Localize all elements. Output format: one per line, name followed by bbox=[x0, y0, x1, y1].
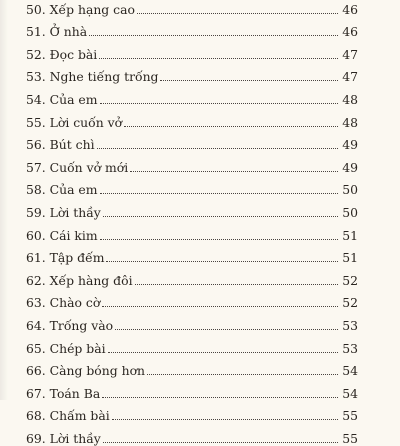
dot-leader bbox=[124, 126, 338, 127]
dot-leader bbox=[97, 148, 338, 149]
toc-entry-page-number: 55 bbox=[342, 430, 358, 446]
toc-entry-page-number: 49 bbox=[342, 159, 358, 175]
toc-entry-page-number: 49 bbox=[342, 137, 358, 153]
page-edge-shadow bbox=[0, 0, 8, 400]
table-of-contents bbox=[26, 0, 358, 446]
toc-entry bbox=[26, 356, 358, 379]
dot-leader bbox=[147, 374, 338, 375]
toc-entry bbox=[26, 0, 358, 17]
toc-entry-page-number: 50 bbox=[342, 182, 358, 198]
toc-entry-title: 58. Của em bbox=[26, 182, 98, 198]
toc-entry-page-number: 52 bbox=[342, 272, 358, 288]
toc-entry-title: 61. Tập đếm bbox=[26, 250, 105, 266]
toc-entry-title: 68. Chấm bài bbox=[26, 408, 110, 424]
toc-entry-title: 52. Đọc bài bbox=[26, 46, 98, 62]
toc-entry-page-number: 55 bbox=[342, 408, 358, 424]
toc-entry-title: 56. Bút chì bbox=[26, 137, 95, 153]
toc-entry-title: 51. Ở nhà bbox=[26, 24, 88, 40]
toc-entry-page-number: 48 bbox=[342, 91, 358, 107]
toc-entry-title: 55. Lời cuốn vở bbox=[26, 114, 123, 130]
dot-leader bbox=[106, 261, 338, 262]
toc-entry-title: 64. Trống vào bbox=[26, 317, 114, 333]
toc-entry bbox=[26, 378, 358, 401]
toc-entry-page-number: 48 bbox=[342, 114, 358, 130]
dot-leader bbox=[102, 397, 338, 398]
toc-entry bbox=[26, 39, 358, 62]
toc-entry bbox=[26, 310, 358, 333]
toc-entry-title: 54. Của em bbox=[26, 91, 98, 107]
toc-entry-page-number: 46 bbox=[342, 24, 358, 40]
toc-entry bbox=[26, 288, 358, 311]
dot-leader bbox=[89, 35, 338, 36]
toc-entry bbox=[26, 175, 358, 198]
dot-leader bbox=[99, 58, 338, 59]
toc-entry-title: 60. Cái kim bbox=[26, 227, 98, 243]
toc-entry-title: 50. Xếp hạng cao bbox=[26, 1, 135, 17]
toc-entry-title: 57. Cuốn vở mới bbox=[26, 159, 129, 175]
toc-entry-title: 65. Chép bài bbox=[26, 340, 106, 356]
toc-entry bbox=[26, 107, 358, 130]
toc-entry bbox=[26, 197, 358, 220]
dot-leader bbox=[103, 216, 338, 217]
toc-entry-page-number: 53 bbox=[342, 340, 358, 356]
toc-entry bbox=[26, 17, 358, 40]
toc-entry bbox=[26, 333, 358, 356]
dot-leader bbox=[137, 13, 338, 14]
toc-entry-title: 63. Chào cờ bbox=[26, 295, 101, 311]
toc-entry-title: 66. Càng bóng hơn bbox=[26, 363, 146, 379]
dot-leader bbox=[102, 306, 338, 307]
toc-entry bbox=[26, 130, 358, 153]
toc-entry-title: 62. Xếp hàng đôi bbox=[26, 272, 133, 288]
toc-entry bbox=[26, 84, 358, 107]
dot-leader bbox=[108, 352, 338, 353]
toc-entry-page-number: 54 bbox=[342, 363, 358, 379]
toc-entry bbox=[26, 220, 358, 243]
toc-entry-page-number: 50 bbox=[342, 204, 358, 220]
toc-entry-page-number: 54 bbox=[342, 385, 358, 401]
toc-entry-title: 53. Nghe tiếng trống bbox=[26, 69, 159, 85]
dot-leader bbox=[103, 442, 338, 443]
dot-leader bbox=[112, 419, 338, 420]
dot-leader bbox=[100, 103, 338, 104]
toc-entry bbox=[26, 152, 358, 175]
toc-entry-page-number: 51 bbox=[342, 227, 358, 243]
toc-entry-page-number: 53 bbox=[342, 317, 358, 333]
dot-leader bbox=[130, 171, 338, 172]
toc-entry-page-number: 47 bbox=[342, 46, 358, 62]
dot-leader bbox=[135, 284, 338, 285]
dot-leader bbox=[100, 193, 338, 194]
toc-entry bbox=[26, 423, 358, 446]
toc-entry-page-number: 52 bbox=[342, 295, 358, 311]
dot-leader bbox=[100, 239, 338, 240]
toc-entry-title: 67. Toán Ba bbox=[26, 385, 101, 401]
dot-leader bbox=[160, 80, 338, 81]
toc-entry-title: 59. Lời thầy bbox=[26, 204, 101, 220]
toc-entry-title: 69. Lời thầy bbox=[26, 430, 101, 446]
toc-entry-page-number: 47 bbox=[342, 69, 358, 85]
dot-leader bbox=[115, 329, 338, 330]
toc-entry-page-number: 46 bbox=[342, 1, 358, 17]
toc-entry bbox=[26, 243, 358, 266]
toc-entry bbox=[26, 62, 358, 85]
toc-entry bbox=[26, 265, 358, 288]
toc-entry bbox=[26, 401, 358, 424]
toc-entry-page-number: 51 bbox=[342, 250, 358, 266]
